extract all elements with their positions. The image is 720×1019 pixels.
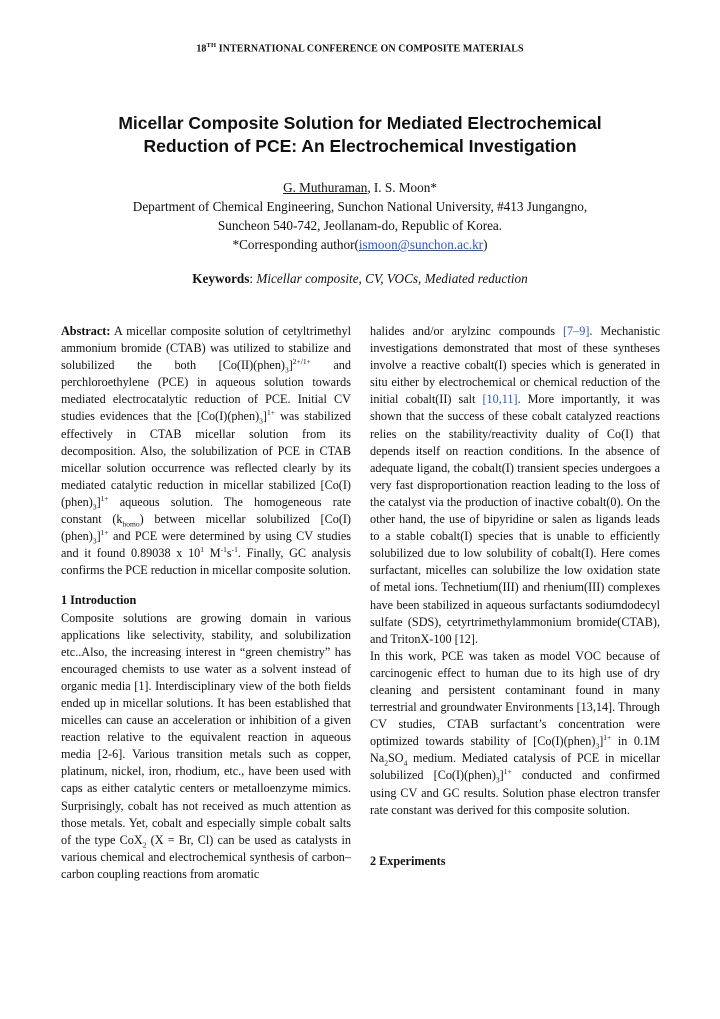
keywords-colon: : [249, 271, 257, 286]
intro-continued-paragraph: halides and/or arylzinc compounds [7–9]. Mechanistic investigations demonstrated that most of these syntheses involve a reactive cobalt(I) species which is generated in situ either by electrochemical or chemical reduction of the initial cobalt(II) salt [10,11]. More importantly, it was shown that the success of these cobalt catalyzed reactions relies on the stability/reactivity duality of Co(I) that depends itself on reaction conditions. In the absence of adequate ligand, the cobalt(I) transient species undergoes a very fast disproportionation reaction leading to the loss of the catalyst via the production of inactive cobalt(0). On the other hand, the use of bipyridine or salen as ligands leads to a stable cobalt(I) species that is unable to efficiently solubilized due to low solubility of cobalt(I). Here comes surfactant, micelles can solubilize the low oxidation state of metal ions. Technetium(III) and rhenium(III) complexes have been stabilized in aqueous surfactants sodiumdodecyl sulfate (SDS), cetyrtrimethylammonium bromide(CTAB), and TritonX-100 [12]. [370, 324, 661, 646]
citation-link[interactable]: [10,11] [482, 392, 518, 407]
keywords-text: Micellar composite, CV, VOCs, Mediated reduction [256, 271, 528, 286]
experiments-heading: 2 Experiments [370, 853, 446, 868]
author-others: , I. S. Moon* [367, 180, 437, 195]
author-primary: G. Muthuraman [283, 180, 368, 195]
spacer [61, 579, 351, 592]
introduction-heading: 1 Introduction [61, 593, 137, 608]
affiliation-line-1: Department of Chemical Engineering, Sunchon National University, #413 Jungangno, [132, 199, 588, 214]
citation-link[interactable]: [7–9] [563, 324, 590, 338]
header-text: INTERNATIONAL CONFERENCE ON COMPOSITE MATERIALS [216, 43, 524, 55]
corresponding-label: *Corresponding author( [232, 237, 359, 252]
header-superscript: TH [206, 42, 217, 49]
right-column [370, 323, 660, 870]
abstract-label: Abstract: [61, 324, 111, 338]
header-number: 18 [196, 43, 207, 55]
conference-header [0, 42, 720, 54]
introduction-paragraph: Composite solutions are growing domain in various applications like selectivity, stability, and solubilization etc..Also, the increasing interest in “green chemistry” has encouraged chemists to use water as a solvent instead of organic media [1]. Interdisciplinary view of the both fields ended up in micellar solutions. It has been established that micelles can cause an acceleration or inhibition of a given reaction relative to the equivalent reaction in aqueous media [2-6]. Various transition metals such as copper, platinum, nickel, iron, rhodium, etc., have been used with caps as either catalytic centers or metalloenzyme mimics. Surprisingly, cobalt has not received as much attention as those metals. Yet, cobalt and especially simple cobalt salts of the type CoX$_2$ (X = Br, Cl) can be used as catalysts in various chemical and electrochemical synthesis of carbon–carbon coupling reactions from aromatic [61, 610, 351, 881]
abstract-paragraph: Abstract: A micellar composite solution of cetyltrimethyl ammonium bromide (CTAB) was utilized to stabilize and solubilized the both $[Co(II)(phen)_3]^{2+/1+}$ and perchloroethylene (PCE) in aqueous solution towards mediated electrocatalytic reduction of PCE. Initial CV studies evidences that the $[Co(I)(phen)_3]^{1+}$ was stabilized effectively in CTAB micellar solution from its decomposition. Also, the solubilization of PCE in CTAB micellar solution occurrence was reflected clearly by its mediated catalytic reduction in micellar stabilized $[Co(I)(phen)_3]^{1+}$ aqueous solution. The homogeneous rate constant $(k_{homo})$ between micellar solubilized $[Co(I)(phen)_3]^{1+}$ and PCE were determined by using CV studies and it found 0.89038 x $10^1$ $M^{-1}s^{-1}$. Finally, GC analysis confirms the PCE reduction in micellar composite solution. [61, 324, 351, 578]
this-work-paragraph: In this work, PCE was taken as model VOC because of carcinogenic effect to human due to its high use of dry cleaning and persistent contaminant found in many terrestrial and groundwater Environments [13,14]. Through CV studies, CTAB surfactant’s concentration were optimized towards stability of $[Co(I)(phen)_3]^{1+}$ in 0.1M $Na_2SO_4$ medium. Mediated catalysis of PCE in micellar solubilized $[Co(I)(phen)_3]^{1+}$ conducted and confirmed using CV and GC results. Solution phase electron transfer rate constant was derived for this composite solution. [370, 648, 660, 817]
corresponding-email-link[interactable]: ismoon@sunchon.ac.kr [358, 237, 484, 252]
author-block [60, 178, 660, 254]
paper-title [70, 112, 650, 158]
keywords-label: Keywords [192, 271, 250, 286]
title-line-2: Reduction of PCE: An Electrochemical Investigation [143, 136, 577, 156]
title-line-1: Micellar Composite Solution for Mediated Electrochemical [118, 113, 602, 133]
author-line [60, 178, 660, 197]
left-column [61, 323, 351, 883]
spacer [370, 819, 660, 853]
corresponding-suffix: ) [483, 237, 488, 252]
affiliation-line-2: Suncheon 540-742, Jeollanam-do, Republic of Korea. [217, 218, 503, 233]
corresponding-author [60, 235, 660, 254]
keywords-line [60, 271, 660, 287]
